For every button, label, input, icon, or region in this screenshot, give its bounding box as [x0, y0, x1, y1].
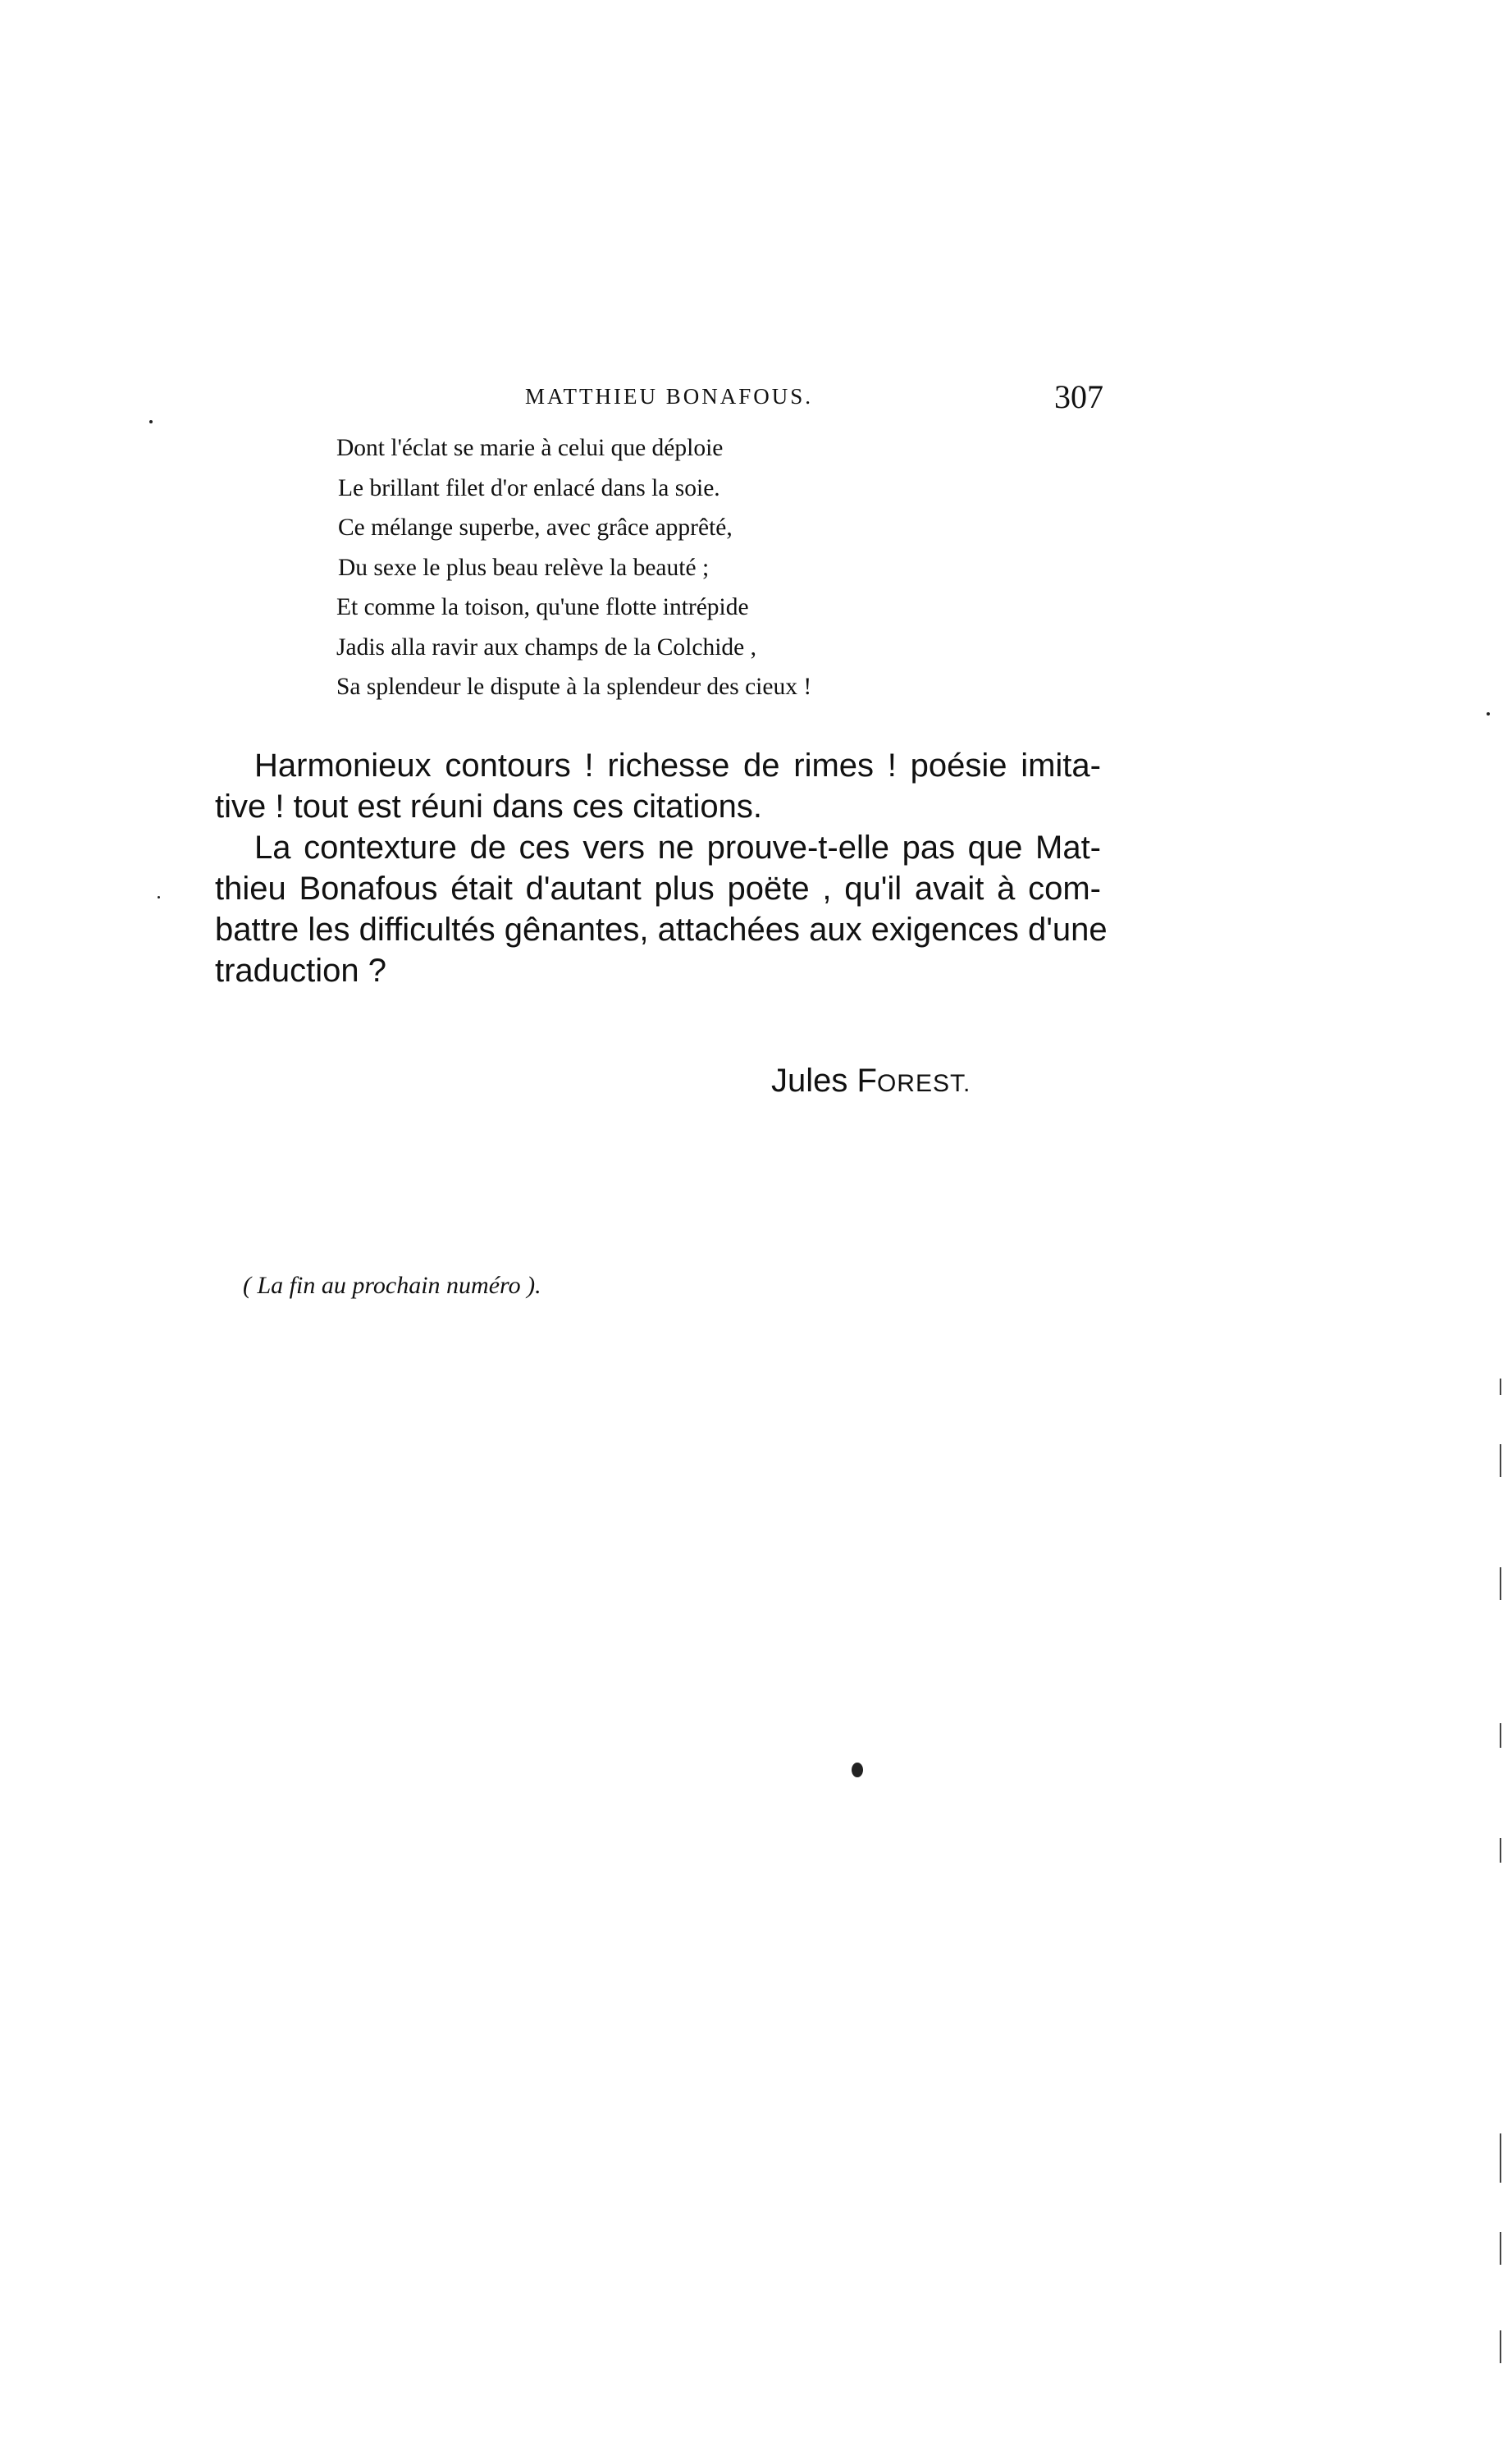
verse-line: Du sexe le plus beau relève la beauté ;	[338, 554, 710, 581]
verse-line: Dont l'éclat se marie à celui que déploie	[336, 435, 724, 461]
signature-last-name: OREST.	[876, 1070, 971, 1097]
verse-line: Sa splendeur le dispute à la splendeur des cieux !	[336, 674, 812, 700]
verse-line: Le brillant filet d'or enlacé dans la soie.	[338, 474, 720, 501]
prose-line: La contexture de ces vers ne prouve-t-elle pas que Mat-	[254, 830, 1101, 866]
verse-line: Ce mélange superbe, avec grâce apprêté,	[338, 514, 733, 541]
scan-margin-line	[1500, 2232, 1501, 2265]
scan-margin-line	[1500, 1567, 1501, 1600]
signature-first-name: Jules	[771, 1063, 848, 1099]
scan-speck	[852, 1763, 863, 1777]
scan-margin-line	[1500, 1379, 1501, 1395]
verse-line: Jadis alla ravir aux champs de la Colchide ,	[336, 633, 756, 661]
page-number: 307	[1054, 378, 1103, 415]
prose-line: battre les difficultés gênantes, attachées aux exigences d'une	[215, 912, 1108, 948]
prose-line: traduction ?	[215, 953, 387, 989]
scan-speck	[149, 420, 153, 423]
scan-speck	[1487, 712, 1490, 716]
scan-margin-line	[1500, 1444, 1501, 1477]
prose-line: Harmonieux contours ! richesse de rimes ! poésie imita-	[254, 748, 1101, 784]
running-title: MATTHIEU BONAFOUS.	[525, 384, 814, 409]
scan-margin-line	[1500, 2133, 1501, 2183]
continuation-note: ( La fin au prochain numéro ).	[243, 1272, 541, 1299]
prose-line: tive ! tout est réuni dans ces citations.	[215, 789, 763, 825]
scan-margin-line	[1500, 2330, 1501, 2363]
verse-quotation	[336, 428, 811, 707]
scan-margin-line	[1500, 1723, 1501, 1748]
signature-last-initial: F	[856, 1063, 877, 1099]
author-signature	[771, 1063, 971, 1100]
verse-line: Et comme la toison, qu'une flotte intrépide	[336, 594, 749, 620]
scan-speck	[158, 896, 160, 899]
prose-line: thieu Bonafous était d'autant plus poëte , qu'il avait à com-	[215, 871, 1101, 907]
prose-body	[215, 745, 1108, 991]
scan-margin-line	[1500, 1838, 1501, 1863]
